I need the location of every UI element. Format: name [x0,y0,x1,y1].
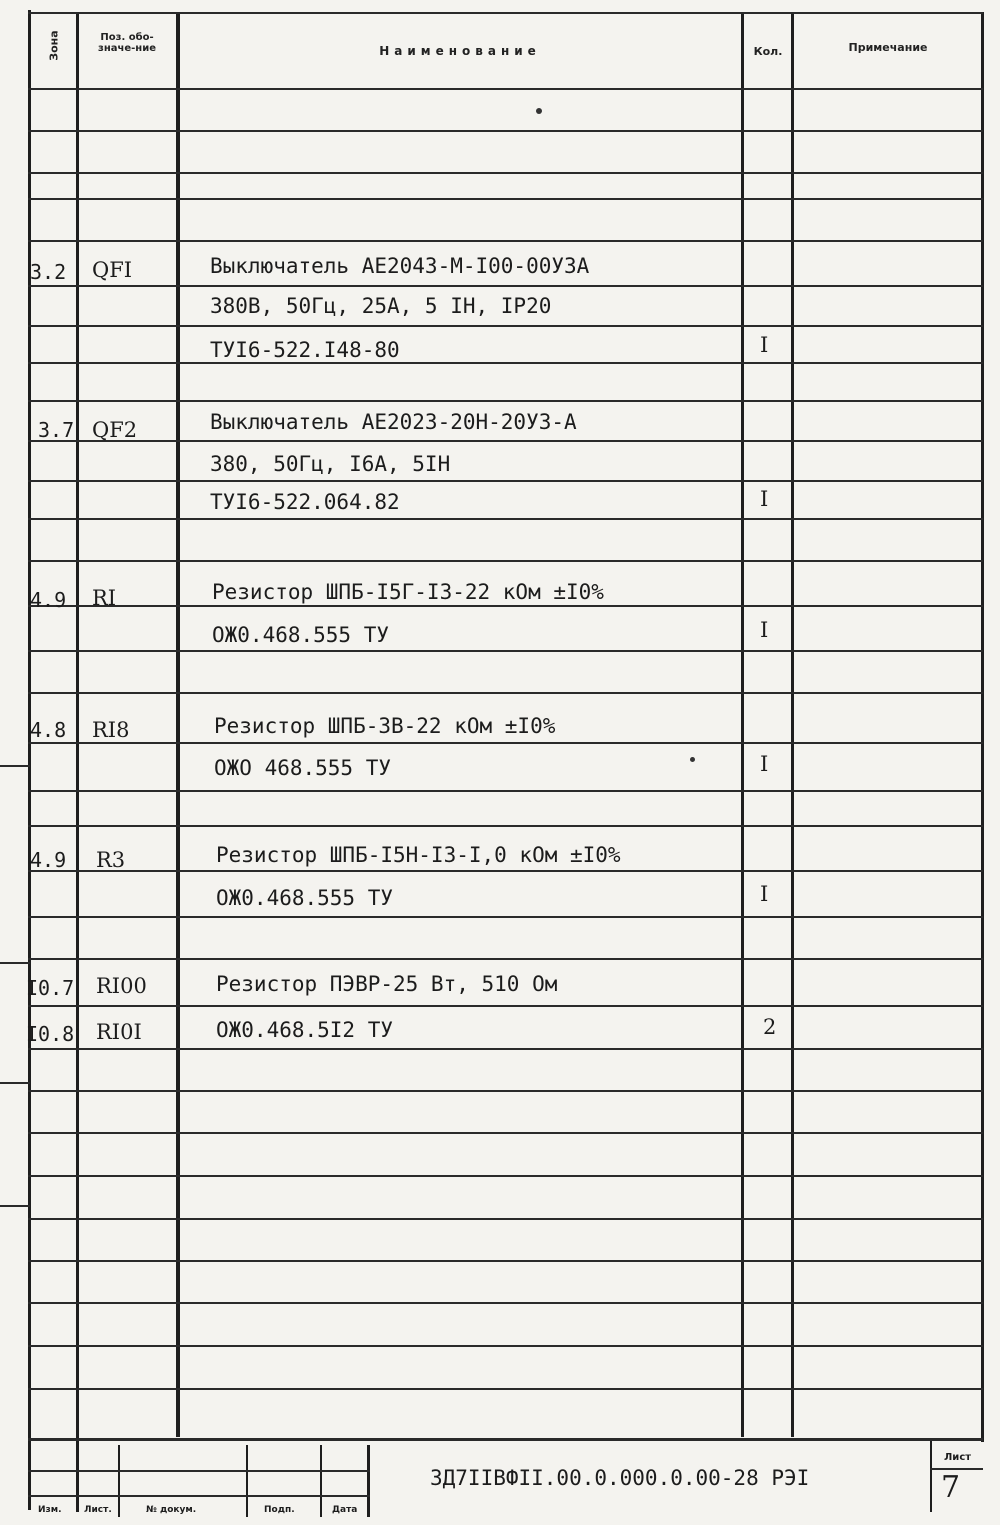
row-name-line: ОЖ0.468.555 ТУ [216,886,394,910]
row-line [28,1218,983,1220]
row-name-line: Резистор ШПБ-I5Г-I3-22 кОм ±I0% [212,580,604,604]
row-line [28,1260,983,1262]
row-line [28,650,983,652]
ink-dot [536,108,542,114]
row-line [28,605,983,607]
row-line [28,325,983,327]
row-line [28,172,983,174]
row-name-line: Выключатель АЕ2023-20Н-20У3-А [210,410,577,434]
row-name-line: Резистор ПЭВР-25 Вт, 510 Ом [216,972,558,996]
row-qty: I [760,487,769,511]
frame-line [176,12,180,1437]
row-position: QFI [92,258,133,282]
row-line [28,1005,983,1007]
row-line [28,560,983,562]
row-name-line: Резистор ШПБ-I5Н-I3-I,0 кОм ±I0% [216,843,621,867]
ink-dot [690,757,695,762]
row-qty: I [760,618,769,642]
row-position: RI8 [92,718,130,742]
row-line [28,240,983,242]
header-qty: Кол. [753,45,783,58]
row-position: QF2 [92,418,138,442]
row-line [28,362,983,364]
frame-line [320,1445,322,1517]
row-qty: I [760,333,769,357]
row-line [28,742,983,744]
margin-line [0,765,30,767]
footer-doc-label: № докум. [146,1505,197,1515]
frame-line [28,1438,983,1441]
row-name-line: 380В, 50Гц, 25А, 5 IН, IP20 [210,294,552,318]
row-position: RI00 [96,974,147,998]
row-name-line: 380, 50Гц, I6А, 5IН [210,452,451,476]
header-name: Наименование [379,44,541,58]
header-note: Примечание [848,41,928,54]
row-line [28,1132,983,1134]
frame-line [741,12,744,1437]
row-name-line: ОЖО 468.555 ТУ [214,756,392,780]
row-line [28,1388,983,1390]
row-name-line: ОЖ0.468.5I2 ТУ [216,1018,394,1042]
row-position: R3 [96,848,126,872]
footer-date-label: Дата [332,1505,358,1515]
frame-line [28,1495,370,1497]
frame-line [246,1445,248,1517]
row-line [28,518,983,520]
header-position: Поз. обо-значе-ние [98,32,156,54]
row-line [28,1090,983,1092]
row-zone: I0.7 [26,976,75,1000]
row-name-line: ТУI6-522.I48-80 [210,338,400,362]
row-line [28,130,983,132]
row-line [28,440,983,442]
footer-sign-label: Подп. [264,1505,295,1515]
row-line [28,285,983,287]
frame-line [930,1440,932,1512]
row-line [28,400,983,402]
frame-line [118,1445,120,1517]
frame-line [76,12,79,1512]
margin-line [0,962,30,964]
row-zone: I0.8 [26,1022,75,1046]
row-line [28,480,983,482]
row-line [28,790,983,792]
footer-sheet-label: Лист [944,1452,972,1463]
row-position: RI [92,586,117,610]
footer-list-label: Лист. [84,1505,112,1515]
row-qty: I [760,882,769,906]
row-name-line: ТУI6-522.064.82 [210,490,400,514]
margin-line [0,1205,30,1207]
header-zone: Зона [47,30,61,61]
frame-line [28,10,31,1510]
frame-line [981,12,984,1442]
frame-line [28,88,983,90]
row-zone: 3.2 [30,260,67,284]
row-position: RI0I [96,1020,142,1044]
row-line [28,870,983,872]
row-line [28,1048,983,1050]
frame-line [791,12,794,1437]
row-name-line: Выключатель АЕ2043-М-I00-00У3А [210,254,590,278]
row-qty: 2 [763,1015,777,1039]
document-code: 3Д7IIВФII.00.0.000.0.00-28 РЭI [430,1466,810,1490]
frame-line [367,1445,370,1517]
row-line [28,958,983,960]
sheet-number: 7 [941,1470,961,1505]
margin-line [0,1082,30,1084]
row-line [28,1175,983,1177]
row-line [28,198,983,200]
row-line [28,825,983,827]
frame-line [28,12,983,14]
row-line [28,1345,983,1347]
row-line [28,916,983,918]
footer-izm-label: Изм. [38,1505,62,1515]
row-qty: I [760,752,769,776]
row-line [28,1302,983,1304]
row-name-line: ОЖ0.468.555 ТУ [212,623,390,647]
row-zone: 4.8 [30,718,67,742]
row-zone: 3.7 [38,418,75,442]
row-name-line: Резистор ШПБ-3В-22 кОм ±I0% [214,714,556,738]
row-zone: 4.9 [30,588,67,612]
row-zone: 4.9 [30,848,67,872]
row-line [28,692,983,694]
frame-line [28,1470,370,1472]
